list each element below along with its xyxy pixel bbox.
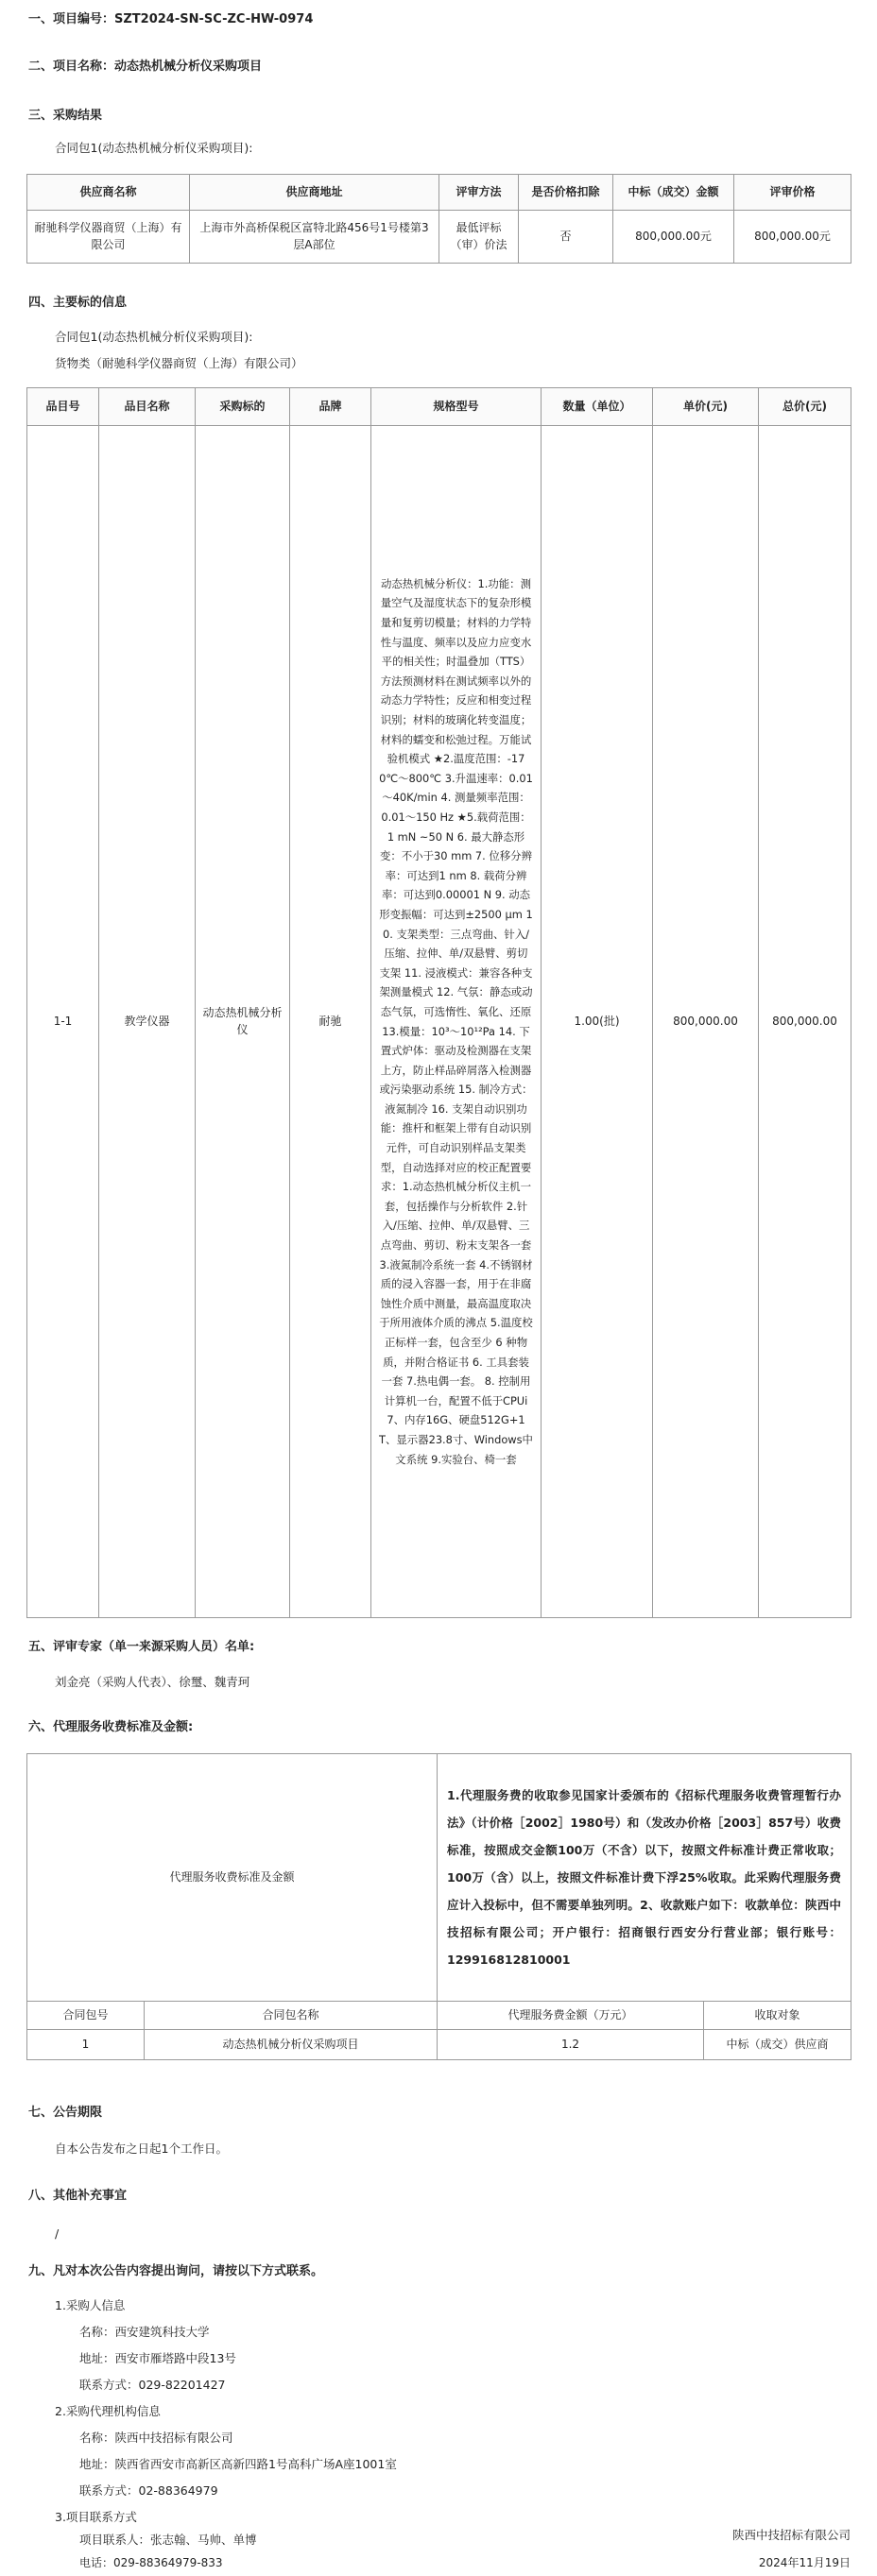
fee-package-name-cell: 动态热机械分析仪采购项目 [145, 2030, 438, 2060]
fee-header-cell: 收取对象 [704, 2002, 851, 2030]
item-spec-cell: 动态热机械分析仪：1.功能：测量空气及湿度状态下的复杂形模量和复剪切模量；材料的力学特性与温度、频率以及应力应变水平的相关性；时温叠加（TTS）方法预测材料在测试频率以外的动态力学特性；反应和相变过程识别；材料的玻璃化转变温度；材料的蠕变和松弛过程。万能试验机模式 ★2.温度范围：-170℃～800℃ 3.升温速率：0.01～40K/min 4. 测量频率范围：0.01～150 Hz ★5.载荷范围：1 mN ~50 N 6. 最大静态形变：不小于30 mm 7. 位移分辨率：可达到1 nm 8. 载荷分辨率：可达到0.00001 N 9. 动态形变振幅：可达到±2500 μm 10. 支架类型：三点弯曲、针入/压缩、拉伸、单/双悬臂、剪切支架 11. 浸液模式：兼容各种支架测量模式 12. 气氛：静态或动态气氛，可选惰性、氧化、还原 13.模量：10³～10¹²Pa 14. 下置式炉体：驱动及检测器在支架上方，防止样品碎屑落入检测器或污染驱动系统 15. 制冷方式：液氮制冷 16. 支架自动识别功能：推杆和框架上带有自动识别元件，可自动识别样品支架类型，自动选择对应的校正配置要求：1.动态热机械分析仪主机一套，包括操作与分析软件 2.针入/压缩、拉伸、单/双悬臂、三点弯曲、剪切、粉末支架各一套 3.液氮制冷系统一套 4.不锈钢材质的浸入容器一套，用于在非腐蚀性介质中测量，最高温度取决于所用液体介质的沸点 5.温度校正标样一套，包含至少 6 种物质，并附合格证书 6. 工具套装一套 7.热电偶一套。 8. 控制用计算机一台，配置不低于CPUi7、内存16G、硬盘512G+1T、显示器23.8寸、Windows中文系统 9.实验台、椅一套 [371, 426, 542, 1618]
footer-date: 2024年11月19日 [758, 2556, 851, 2569]
item-quantity-cell: 1.00(批) [542, 426, 653, 1618]
result-header-cell: 评审方法 [439, 175, 519, 211]
project-contact-people: 项目联系人：张志翰、马帅、单博 [79, 2533, 257, 2547]
fee-table-header [27, 2002, 851, 2030]
items-table-header [27, 388, 851, 426]
items-goods-label: 货物类（耐驰科学仪器商贸（上海）有限公司） [55, 356, 303, 370]
buyer-name: 名称：西安建筑科技大学 [79, 2325, 210, 2339]
item-total-cell: 800,000.00 [759, 426, 851, 1618]
result-header-cell: 供应商地址 [190, 175, 439, 211]
item-code-cell: 1-1 [27, 426, 99, 1618]
buyer-phone: 联系方式：029-82201427 [79, 2378, 226, 2392]
result-header-cell: 中标（成交）金额 [613, 175, 734, 211]
items-package-label: 合同包1(动态热机械分析仪采购项目): [55, 330, 253, 344]
result-table-header [27, 175, 851, 211]
agent-heading: 2.采购代理机构信息 [55, 2404, 161, 2418]
agent-phone: 联系方式：02-88364979 [79, 2483, 218, 2498]
items-header-cell: 品目号 [27, 388, 99, 426]
project-name-label: 二、项目名称： [28, 60, 115, 74]
award-amount-cell: 800,000.00元 [613, 211, 734, 264]
project-contact-heading: 3.项目联系方式 [55, 2510, 137, 2524]
experts-names: 刘金亮（采购人代表）、徐璽、魏青珂 [55, 1675, 250, 1689]
section-other-title: 八、其他补充事宜 [28, 2189, 128, 2203]
footer-organization: 陕西中技招标有限公司 [731, 2528, 851, 2542]
supplier-name-cell: 耐驰科学仪器商贸（上海）有限公司 [27, 211, 190, 264]
result-table-row [27, 211, 851, 264]
fee-standard-row [27, 1754, 851, 2002]
project-name [28, 59, 262, 77]
items-header-cell: 数量（单位） [542, 388, 653, 426]
items-header-cell: 总价(元) [759, 388, 851, 426]
fee-header-cell: 合同包号 [27, 2002, 145, 2030]
agent-name: 名称：陕西中技招标有限公司 [79, 2431, 233, 2445]
items-header-cell: 品牌 [290, 388, 371, 426]
items-table [26, 387, 851, 1618]
period-text: 自本公告发布之日起1个工作日。 [55, 2141, 228, 2156]
items-header-cell: 品目名称 [99, 388, 196, 426]
fee-standard-text-cell: 1.代理服务费的收取参见国家计委颁布的《招标代理服务收费管理暂行办法》（计价格［2002］1980号）和（发改办价格［2003］857号）收费标准，按照成交金额100万（不含）以下，按照文件标准计费正常收取；100万（含）以上，按照文件标准计费下浮25%收取。此采购代理服务费应计入投标中，但不需要单独列明。2、收款账户如下：收款单位：陕西中技招标有限公司；开户银行：招商银行西安分行营业部；银行账号：129916812810001 [438, 1754, 851, 2002]
fee-table-row [27, 2030, 851, 2060]
buyer-heading: 1.采购人信息 [55, 2298, 126, 2312]
project-number [28, 11, 313, 29]
section-period-title: 七、公告期限 [28, 2106, 103, 2120]
section-contact-title: 九、凡对本次公告内容提出询问，请按以下方式联系。 [28, 2264, 324, 2278]
section-procurement-result-title: 三、采购结果 [28, 109, 103, 123]
item-target-cell: 动态热机械分析仪 [196, 426, 290, 1618]
agency-fee-table [26, 1753, 851, 2060]
result-table [26, 174, 851, 264]
other-text: / [55, 2226, 60, 2241]
section-agency-fee-title: 六、代理服务收费标准及金额: [28, 1720, 194, 1734]
items-header-cell: 采购标的 [196, 388, 290, 426]
item-unit-price-cell: 800,000.00 [653, 426, 759, 1618]
fee-header-cell: 合同包名称 [145, 2002, 438, 2030]
fee-standard-label-cell: 代理服务收费标准及金额 [27, 1754, 438, 2002]
review-price-cell: 800,000.00元 [734, 211, 851, 264]
items-header-cell: 规格型号 [371, 388, 542, 426]
review-method-cell: 最低评标（审）价法 [439, 211, 519, 264]
section-main-items-title: 四、主要标的信息 [28, 296, 128, 310]
agent-address: 地址：陕西省西安市高新区高新四路1号高科广场A座1001室 [79, 2457, 397, 2471]
items-header-cell: 单价(元) [653, 388, 759, 426]
fee-amount-cell: 1.2 [438, 2030, 704, 2060]
supplier-address-cell: 上海市外高桥保税区富特北路456号1号楼第3层A部位 [190, 211, 439, 264]
section-experts-title: 五、评审专家（单一来源采购人员）名单: [28, 1640, 255, 1654]
result-header-cell: 供应商名称 [27, 175, 190, 211]
fee-package-no-cell: 1 [27, 2030, 145, 2060]
result-header-cell: 是否价格扣除 [519, 175, 613, 211]
item-brand-cell: 耐驰 [290, 426, 371, 1618]
fee-header-cell: 代理服务费金额（万元） [438, 2002, 704, 2030]
fee-target-cell: 中标（成交）供应商 [704, 2030, 851, 2060]
project-contact-phone: 电话：029-88364979-833 [79, 2556, 223, 2569]
project-number-value: SZT2024-SN-SC-ZC-HW-0974 [114, 12, 314, 26]
project-number-label: 一、项目编号： [28, 12, 115, 26]
items-table-row [27, 426, 851, 1618]
project-name-value: 动态热机械分析仪采购项目 [114, 60, 263, 74]
result-header-cell: 评审价格 [734, 175, 851, 211]
price-deduction-cell: 否 [519, 211, 613, 264]
result-package-label: 合同包1(动态热机械分析仪采购项目): [55, 141, 253, 155]
buyer-address: 地址：西安市雁塔路中段13号 [79, 2351, 236, 2365]
item-name-cell: 教学仪器 [99, 426, 196, 1618]
